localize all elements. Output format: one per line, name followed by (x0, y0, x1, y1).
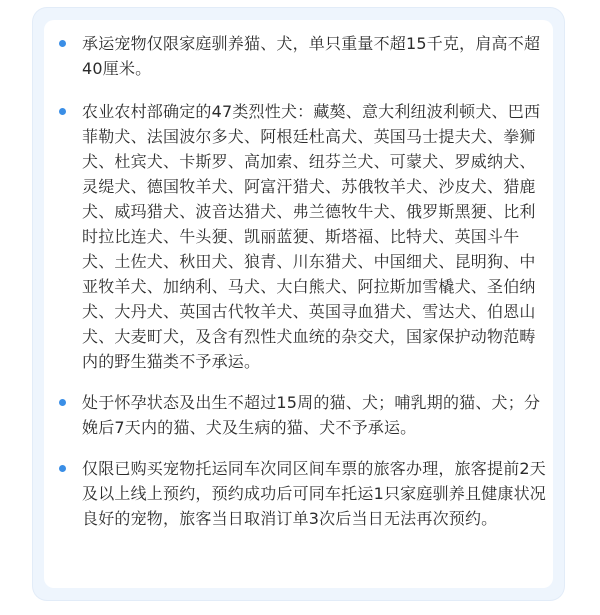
dot-bullet-icon (59, 108, 66, 115)
dot-bullet-icon (59, 40, 66, 47)
list-item (56, 99, 550, 374)
list-item (56, 456, 550, 531)
rule-text: 农业农村部确定的47类烈性犬：藏獒、意大利纽波利顿犬、巴西菲勒犬、法国波尔多犬、阿根廷杜高犬、英国马士提夫犬、拳狮犬、杜宾犬、卡斯罗、高加索、纽芬兰犬、可蒙犬、罗威纳犬、灵缇犬、德国牧羊犬、阿富汗猎犬、苏俄牧羊犬、沙皮犬、猎鹿犬、威玛猎犬、波音达猎犬、弗兰德牧牛犬、俄罗斯黑㹴、比利时拉比连犬、牛头㹴、凯丽蓝㹴、斯塔福、比特犬、英国斗牛犬、土佐犬、秋田犬、狼青、川东猎犬、中国细犬、昆明狗、中亚牧羊犬、加纳利、马犬、大白熊犬、阿拉斯加雪橇犬、圣伯纳犬、大丹犬、英国古代牧羊犬、英国寻血猎犬、雪达犬、伯恩山犬、大麦町犬，及含有烈性犬血统的杂交犬，国家保护动物范畴内的野生猫类不予承运。 (82, 102, 541, 371)
rule-text: 承运宠物仅限家庭驯养猫、犬，单只重量不超15千克，肩高不超40厘米。 (82, 34, 541, 78)
rule-text: 处于怀孕状态及出生不超过15周的猫、犬；哺乳期的猫、犬；分娩后7天内的猫、犬及生病的猫、犬不予承运。 (82, 393, 541, 437)
list-item (56, 31, 550, 81)
dot-bullet-icon (59, 465, 66, 472)
dot-bullet-icon (59, 399, 66, 406)
list-item (56, 390, 550, 440)
rule-text: 仅限已购买宠物托运同车次同区间车票的旅客办理，旅客提前2天及以上线上预约，预约成功后可同车托运1只家庭驯养且健康状况良好的宠物，旅客当日取消订单3次后当日无法再次预约。 (82, 459, 546, 528)
rules-list (56, 31, 550, 531)
